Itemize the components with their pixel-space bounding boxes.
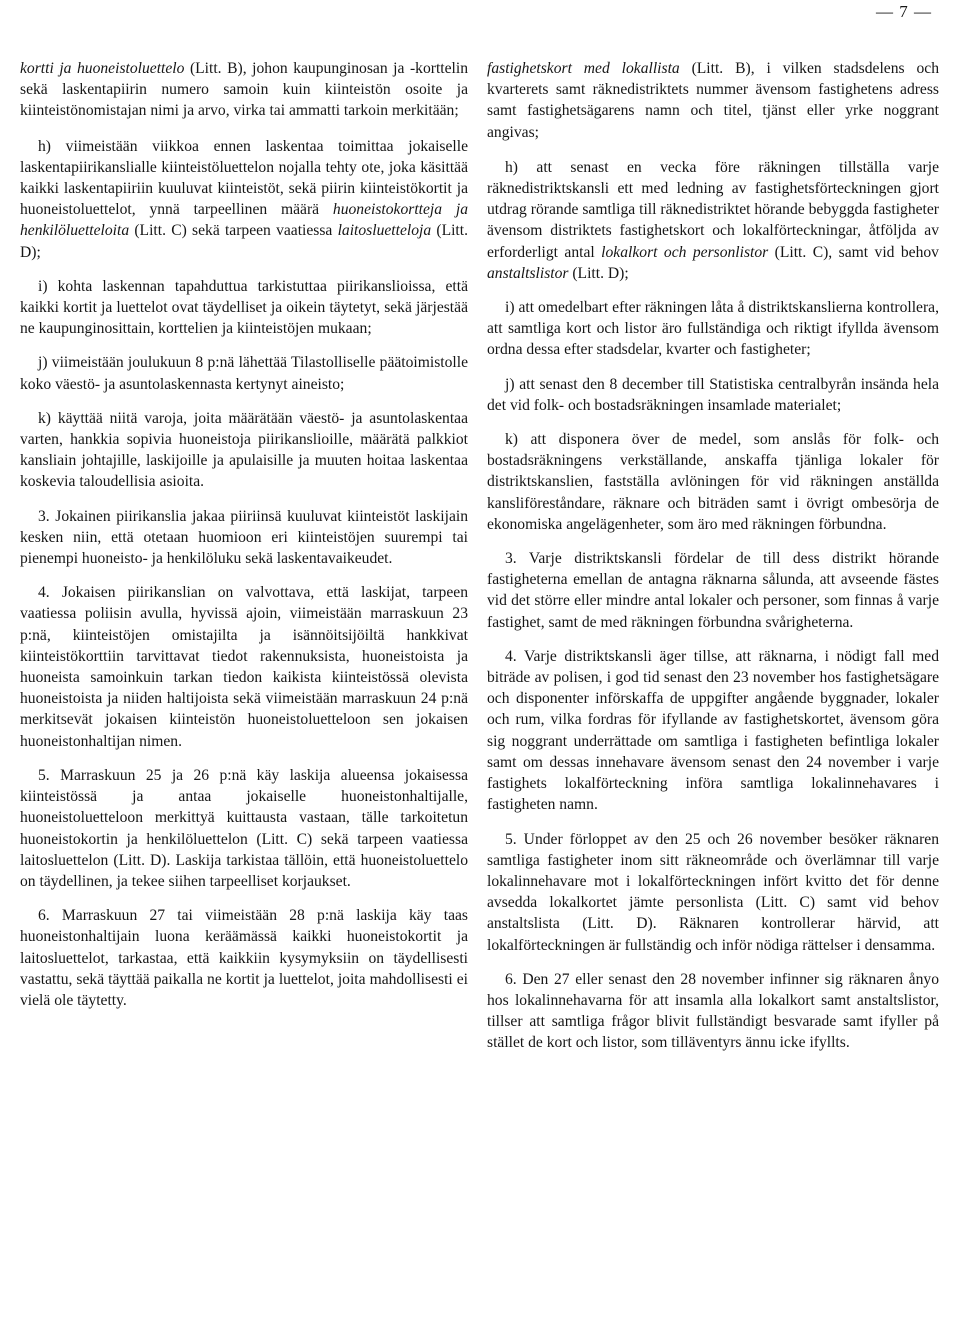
- sv-italic-term: anstaltslistor: [487, 264, 569, 282]
- sv-text: (Litt. B), i vilken stadsdelens och kvarterets samt räknedistriktets nummer ävensom fastighetens adress samt fastighetsägarens namn och titel, tjänst eller yrke noggrant angivas;: [487, 60, 939, 141]
- sv-italic-term: lokalkort och personlistor: [601, 243, 769, 261]
- fi-paragraph-h: [20, 136, 468, 263]
- fi-paragraph-j: j) viimeistään joulukuun 8 p:nä lähettää Tilastolliselle päätoimistolle koko väestö- ja asuntolaskennasta kertynyt aineisto;: [20, 354, 468, 393]
- fi-text: (Litt. C) sekä tarpeen vaatiessa: [129, 222, 338, 240]
- sv-paragraph-4: 4. Varje distriktskansli äger tillse, att räknarna, i nödigt fall med biträde av polisen, i god tid senast den 23 november hos fastighetsägare och disponenter införskaffa de uppgifter angående byggnader, lokaler och rum, vilka fordras för ifyllande av fastighetskortet, ävensom göra sig noggrant underrättade om samtliga i fastigheten befintliga lokaler samt om dessas innehavare ävensom senast den 24 november i varje fastighets lokalförteckning införa samtliga lokalinnehavares i fastigheten namn.: [487, 647, 939, 814]
- sv-paragraph-h: [487, 157, 939, 284]
- sv-paragraph-3: 3. Varje distriktskansli fördelar de till dess distrikt hörande fastigheterna emellan de antagna räknarna sålunda, att avseende fästes vid det större eller mindre antal lokaler och personer, som finnas å varje fastighet, samt de med räkningen förbundna svårigheterna.: [487, 550, 939, 631]
- fi-paragraph-i: i) kohta laskennan tapahduttua tarkistuttaa piirikanslioissa, että kaikki kortit ja luettelot ovat täydelliset ja oikein täytetyt, sekä järjestää ne kaupunginosittain, korttelien ja kiinteistöjen mukaan;: [20, 277, 468, 338]
- fi-text: (Litt. B), johon kaupunginosan ja -korttelin sekä laskentapiirin numero samoin kuin kiinteistön osoite ja kiinteistönomistajan nimi ja arvo, virka tai ammatti tarkoin merkitään;: [20, 60, 468, 120]
- fi-paragraph-3: 3. Jokainen piirikanslia jakaa piiriinsä kuuluvat kiinteistöt laskijain kesken niin, että otetaan huomioon eri kiinteistöjen suurempi tai pienempi huoneisto- ja henkilöluku sekä laskentavaikeudet.: [20, 507, 468, 568]
- fi-italic-term: kortti ja huoneistoluettelo: [20, 60, 185, 77]
- sv-paragraph-g-cont: [487, 58, 939, 143]
- sv-text: h) att senast en vecka före räkningen tillställa varje räknedistriktskansli ett med ledning av fastighetsförteckningen gjort utdrag rörande samtliga till räknedistriktet hörande bebyggda fastigheter ävensom distriktets fastighetskort och lokalförteckningar, åtföljda av erforderligt antal: [487, 158, 939, 261]
- fi-paragraph-k: k) käyttää niitä varoja, joita määrätään väestö- ja asuntolaskentaa varten, hankkia sopivia huoneistoja piirikanslioille, määrätä palkkiot kansliain johtajille, laskijoille ja apulaisille ja muuten hoitaa laskentaa koskevia taloudellisia asioita.: [20, 409, 468, 491]
- sv-paragraph-5: 5. Under förloppet av den 25 och 26 november besöker räknaren samtliga fastigheter inom sitt räkneområde och överlämnar till varje lokalinnehavare mot i lokalförteckningen infört kvitto det för denne avsedda lokalkortet jämte personlista (Litt. C) samt vid behov anstaltslista (Litt. D). Räknaren kontrollerar härvid, att lokalförteckningen är fullständig och inför nödiga rättelser i densamma.: [487, 830, 939, 954]
- sv-text: (Litt. D);: [568, 264, 629, 282]
- fi-paragraph-4: 4. Jokaisen piirikanslian on valvottava, että laskijat, tarpeen vaatiessa poliisin avulla, hyvissä ajoin, viimeistään marraskuun 23 p:nä, kiinteistöjen omistajilta ja isännöitsijöiltä hankkivat kiinteistökorttiin tarvittavat tiedot rakennuksista, huoneistoista ja huoneista samoinkuin tarkan tiedon kaikista kiinteistössä olevista huoneistoista ja niiden haltijoista sekä viimeistään marraskuun 24 p:nä merkitsevät jokaisen kiinteistön huoneistoluetteloon sen jokaisen huoneistonhaltijan nimen.: [20, 584, 468, 750]
- sv-paragraph-k: k) att disponera över de medel, som anslås för folk- och bostadsräkningens verkställande, anskaffa tjänliga lokaler för distriktskanslien, fastställa avlöningen för vid räkningen anställda kansliföreståndare, räknare och biträden samt i övrigt ombesörja de ekonomiska angelägenheter, som äro med räkningen förbundna.: [487, 431, 939, 533]
- fi-paragraph-6: 6. Marraskuun 27 tai viimeistään 28 p:nä laskija käy taas huoneistonhaltijain luona keräämässä kaikki huoneistokortit ja laitosluettelot, tarkastaa, että kaikkiin kysymyksiin on täydellisesti vastattu, sekä täyttää paikalla ne kortit ja luettelot, joita mahdollisesti ei vielä ole täytetty.: [20, 907, 468, 1009]
- finnish-column: [20, 58, 468, 1024]
- sv-paragraph-j: j) att senast den 8 december till Statistiska centralbyrån insända hela det vid folk- och bostadsräkningen insamlade materialet;: [487, 375, 939, 414]
- fi-italic-term: laitosluetteloja: [337, 222, 432, 240]
- fi-text: h) viimeistään viikkoa ennen laskentaa toimittaa jokaiselle laskentapiirikanslialle kiinteistöluettelon nojalla tehty ote, joka käsittää kaikki laskentapiiriin kuuluvat kiinteistöt, sekä piirin kiinteistökortit ja huoneistoluettelot, ynnä tarpeellinen määrä: [20, 137, 468, 219]
- fi-paragraph-g-cont: [20, 58, 468, 122]
- sv-italic-term: fastighetskort med lokallista: [487, 60, 680, 77]
- sv-paragraph-i: i) att omedelbart efter räkningen låta å distriktskanslierna kontrollera, att samtliga kort och listor äro fullständiga och riktigt ifyllda ävensom ordna dessa efter stadsdelar, kvarter och fastigheter;: [487, 299, 939, 359]
- sv-text: (Litt. C), samt vid behov: [768, 243, 939, 261]
- fi-text: (Litt. D);: [20, 222, 468, 261]
- swedish-column: [487, 58, 939, 1067]
- page-number: — 7 —: [876, 2, 932, 21]
- fi-italic-term: huoneistokortteja ja henkilöluetteloita: [20, 201, 468, 240]
- fi-paragraph-5: 5. Marraskuun 25 ja 26 p:nä käy laskija alueensa jokaisessa kiinteistössä ja antaa jokaiselle huoneistonhaltijalle, huoneistoluetteloon merkittyä kuittausta vastaan, tälle tarkoitetun huoneistokortin ja henkilöluettelon (Litt. C) sekä tarpeen vaatiessa laitosluettelon (Litt. D). Laskija tarkistaa tällöin, että huoneistoluettelo on täydellinen, ja tekee siihen tarpeelliset korjaukset.: [20, 766, 468, 890]
- sv-paragraph-6: 6. Den 27 eller senast den 28 november infinner sig räknaren ånyo hos lokalinnehavarna för att insamla alla lokalkort samt anstaltslistor, tillser att samtliga frågor blivit fullständigt besvarade samt ifyller på stället de kort och listor, som tilläventyrs ännu icke ifyllts.: [487, 970, 939, 1052]
